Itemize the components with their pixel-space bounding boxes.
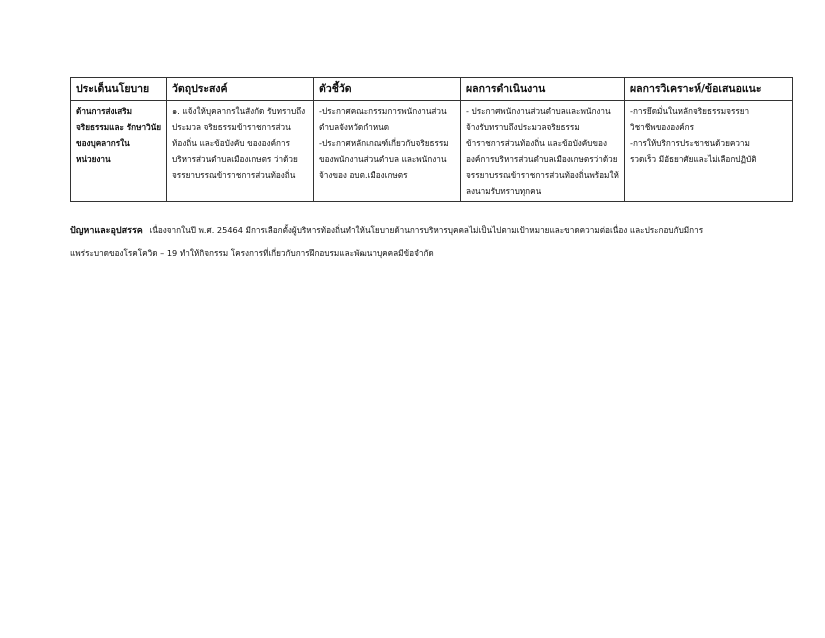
cell-text-line: -การให้บริการประชาชนด้วยความ <box>630 138 750 148</box>
cell-text-line: ของพนักงานส่วนตำบล และพนักงาน <box>319 154 447 164</box>
cell-text-line: -การยึดมั่นในหลักจริยธรรมจรรยา <box>630 106 750 116</box>
header-analysis: ผลการวิเคราะห์/ข้อเสนอแนะ <box>625 78 793 101</box>
problems-heading: ปัญหาและอุปสรรค <box>70 226 143 236</box>
problems-text-1: เนื่องจากในปี พ.ศ. 25464 มีการเลือกตั้งผู้บริหารท้องถิ่นทำให้นโยบายด้านการบริหารบุคคลไม่เป็นไปตามเป้าหมายและขาดความต่อเนื่อง และประกอบกับมีการ <box>149 225 704 235</box>
header-policy-issue: ประเด็นนโยบาย <box>71 78 167 101</box>
header-result: ผลการดำเนินงาน <box>461 78 625 101</box>
cell-text-line: ของบุคลากรใน <box>76 138 130 148</box>
problems-line-1 <box>70 219 800 242</box>
cell-policy-issue <box>71 101 167 202</box>
table-header-row <box>71 78 793 101</box>
cell-text-line: - ประกาศพนักงานส่วนตำบลและพนักงาน <box>466 106 611 116</box>
cell-text-line: -ประกาศหลักเกณฑ์เกี่ยวกับจริยธรรม <box>319 138 449 148</box>
cell-result <box>461 101 625 202</box>
cell-text-line: ข้าราชการส่วนท้องถิ่น และข้อบังคับของ <box>466 138 607 148</box>
cell-text-line: วิชาชีพขององค์กร <box>630 122 694 132</box>
cell-indicator <box>314 101 461 202</box>
cell-text-line: ด้านการส่งเสริม <box>76 106 133 116</box>
header-objective: วัตถุประสงค์ <box>167 78 314 101</box>
cell-objective <box>167 101 314 202</box>
cell-text-line: ประมวล จริยธรรมข้าราชการส่วน <box>172 122 291 132</box>
cell-text-line: จริยธรรมและ รักษาวินัย <box>76 122 161 132</box>
cell-text-line: บริหารส่วนตำบลเมืองเกษตร ว่าด้วย <box>172 154 298 164</box>
cell-text-line: ตำบลจังหวัดกำหนด <box>319 122 390 132</box>
header-indicator: ตัวชี้วัด <box>314 78 461 101</box>
cell-text-line: จ้างรับทราบถึงประมวลจริยธรรม <box>466 122 580 132</box>
cell-text-line: ท้องถิ่น และข้อบังคับ ขององค์การ <box>172 138 291 148</box>
cell-text-line: จรรยาบรรณข้าราชการส่วนท้องถิ่น <box>172 170 296 180</box>
cell-text-line: ๑. แจ้งให้บุคลากรในสังกัด รับทราบถึง <box>172 106 306 116</box>
cell-text-line: -ประกาศคณะกรรมการพนักงานส่วน <box>319 106 447 116</box>
cell-text-line: ลงนามรับทราบทุกคน <box>466 186 542 196</box>
problems-section <box>70 219 800 264</box>
table-row <box>71 101 793 202</box>
cell-text-line: จ้างของ อบต.เมืองเกษตร <box>319 170 408 180</box>
cell-text-line: องค์การบริหารส่วนตำบลเมืองเกษตรว่าด้วย <box>466 154 618 164</box>
cell-analysis <box>625 101 793 202</box>
problems-text-2: แพร่ระบาดของโรคโควิด – 19 ทำให้กิจกรรม โครงการที่เกี่ยวกับการฝึกอบรมและพัฒนาบุคคลมีข้อจำกัด <box>70 248 434 258</box>
cell-text-line: หน่วยงาน <box>76 154 111 164</box>
policy-table <box>70 77 793 202</box>
cell-text-line: รวดเร็ว มีอัธยาศัยและไม่เลือกปฏิบัติ <box>630 154 757 164</box>
cell-text-line: จรรยาบรรณข้าราชการส่วนท้องถิ่นพร้อมให้ <box>466 170 619 180</box>
